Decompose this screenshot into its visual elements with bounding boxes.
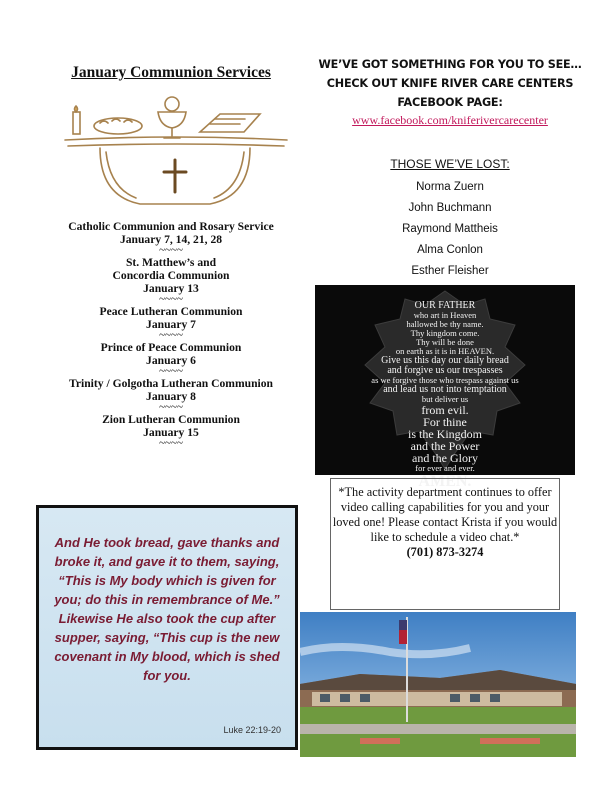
- prayer-line: on earth as it is in HEAVEN.: [395, 346, 495, 356]
- care-center-photo: [300, 612, 576, 757]
- prayer-line: AMEN.: [418, 473, 472, 490]
- facebook-heading-line: FACEBOOK PAGE:: [397, 96, 503, 109]
- service-name: Peace Lutheran Communion: [99, 305, 243, 318]
- service-date: January 8: [146, 390, 196, 403]
- service-entry: [40, 341, 302, 376]
- scripture-line: you; do this in remembrance of Me.”: [54, 592, 280, 607]
- prayer-line: but deliver us: [421, 394, 469, 404]
- communion-altar-illustration: [60, 92, 290, 210]
- facebook-heading: [315, 55, 585, 112]
- service-name-line2: Concordia Communion: [112, 269, 230, 282]
- service-name: Catholic Communion and Rosary Service: [68, 220, 274, 233]
- video-chat-notice: [330, 478, 560, 610]
- lost-name: John Buchmann: [408, 202, 492, 214]
- lost-name: Alma Conlon: [417, 244, 483, 256]
- prayer-line: For thine: [423, 415, 467, 429]
- service-name: Zion Lutheran Communion: [102, 413, 240, 426]
- prayer-line: and the Glory: [412, 451, 478, 465]
- scripture-line: broke it, and gave it to them, saying,: [54, 554, 280, 569]
- scripture-line: covenant in My blood, which is shed: [54, 649, 280, 664]
- service-entry: [40, 256, 302, 304]
- prayer-line: OUR FATHER: [414, 300, 476, 311]
- facebook-link[interactable]: www.facebook.com/kniferivercarecenter: [352, 113, 548, 127]
- separator: ~~~~: [159, 401, 183, 413]
- lost-name: Esther Fleisher: [411, 265, 489, 277]
- facebook-heading-line: CHECK OUT KNIFE RIVER CARE CENTERS: [326, 77, 574, 90]
- prayer-line: from evil.: [421, 403, 469, 417]
- facebook-heading-line: WE’VE GOT SOMETHING FOR YOU TO SEE…: [318, 58, 582, 71]
- separator: ~~~~: [159, 244, 183, 256]
- communion-services-list: [40, 220, 302, 449]
- service-entry: [40, 220, 302, 255]
- prayer-line: Thy kingdom come.: [410, 328, 480, 338]
- scripture-reference: Luke 22:19-20: [223, 725, 281, 735]
- separator: ~~~~: [159, 329, 183, 341]
- service-date: January 7: [146, 318, 196, 331]
- scripture-line: And He took bread, gave thanks and: [54, 535, 280, 550]
- prayer-line: and lead us not into temptation: [383, 384, 507, 395]
- scripture-box: [36, 505, 298, 750]
- scripture-line: supper, saying, “This cup is the new: [54, 630, 280, 645]
- separator: ~~~~: [159, 437, 183, 449]
- service-entry: [40, 413, 302, 448]
- service-name: Trinity / Golgotha Lutheran Communion: [69, 377, 273, 390]
- service-name: Prince of Peace Communion: [100, 341, 242, 354]
- prayer-line: is the Kingdom: [408, 427, 482, 441]
- service-name: St. Matthew’s and: [125, 256, 217, 269]
- prayer-line: Thy will be done: [416, 337, 474, 347]
- prayer-line: hallowed be thy name.: [406, 319, 484, 329]
- prayer-line: as we forgive those who trespass against us: [371, 375, 519, 385]
- those-weve-lost-heading: THOSE WE’VE LOST:: [390, 157, 510, 171]
- service-entry: [40, 305, 302, 340]
- scripture-line: for you.: [143, 668, 191, 683]
- prayer-line: Give us this day our daily bread: [381, 355, 509, 366]
- prayer-text: [315, 301, 575, 490]
- service-entry: [40, 377, 302, 412]
- lost-name: Norma Zuern: [416, 181, 484, 193]
- prayer-line: and the Power: [410, 439, 480, 453]
- scripture-line: Likewise He also took the cup after: [58, 611, 276, 626]
- prayer-line: who art in Heaven: [413, 310, 477, 320]
- service-date: January 15: [143, 426, 199, 439]
- video-chat-text: *The activity department continues to offer video calling capabilities for you and your loved one! Please contact Krista if you would like to schedule a video chat.*: [332, 485, 558, 544]
- service-date: January 7, 14, 21, 28: [119, 233, 223, 246]
- separator: ~~~~: [159, 293, 183, 305]
- service-date: January 6: [146, 354, 196, 367]
- lords-prayer-image: [315, 285, 575, 490]
- scripture-text: [49, 533, 285, 685]
- phone-number: (701) 873-3274: [406, 545, 484, 559]
- prayer-line: and forgive us our trespasses: [387, 365, 503, 376]
- service-date: January 13: [143, 282, 199, 295]
- lost-name: Raymond Mattheis: [402, 223, 498, 235]
- prayer-line: for ever and ever.: [415, 463, 475, 473]
- communion-title: January Communion Services: [71, 64, 271, 81]
- separator: ~~~~: [159, 365, 183, 377]
- scripture-line: “This is My body which is given for: [58, 573, 276, 588]
- those-weve-lost-list: [315, 177, 585, 282]
